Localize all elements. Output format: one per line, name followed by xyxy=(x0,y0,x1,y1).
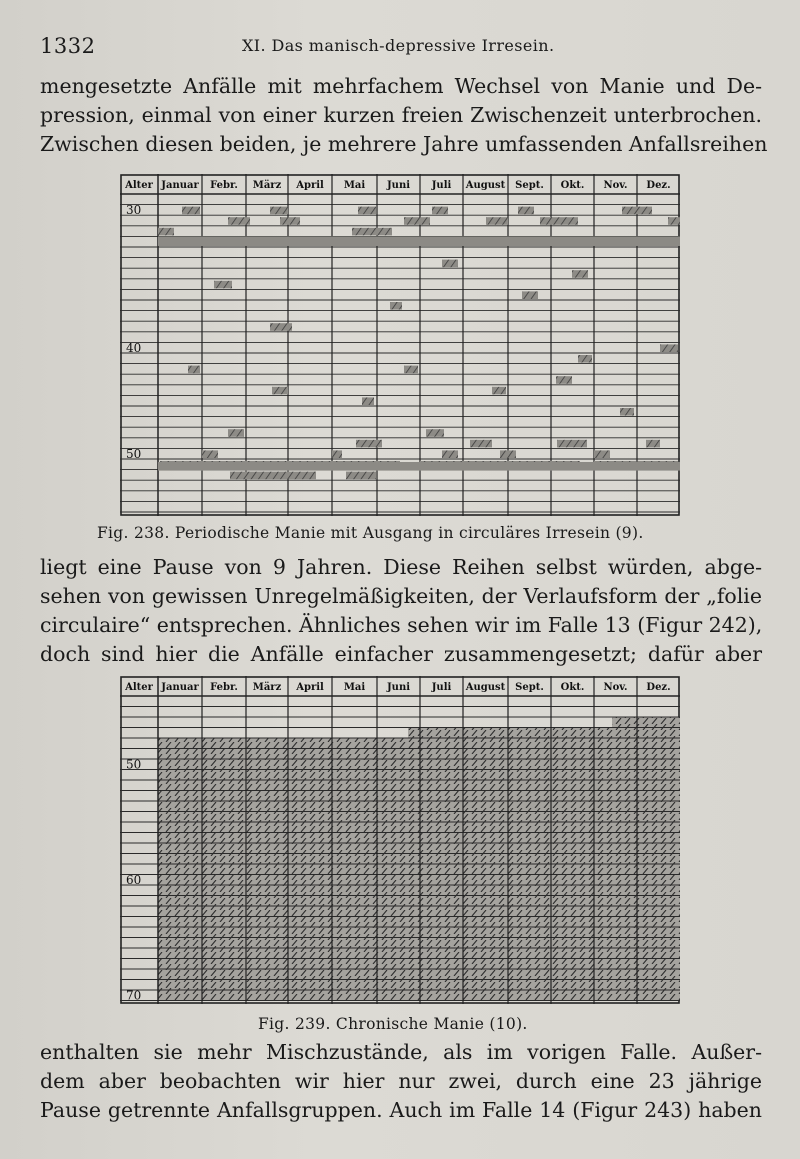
episode-mark xyxy=(272,387,288,395)
episode-marks xyxy=(158,207,680,480)
month-label: August xyxy=(465,682,506,693)
month-label: Alter xyxy=(125,180,153,191)
episode-mark xyxy=(612,717,680,728)
episode-mark xyxy=(660,344,678,352)
month-label: März xyxy=(252,180,282,191)
month-label: Febr. xyxy=(210,180,238,191)
episode-mark xyxy=(622,207,652,215)
episode-mark xyxy=(646,440,660,448)
age-labels xyxy=(126,758,141,1003)
episode-band xyxy=(158,236,680,246)
month-label: Sept. xyxy=(515,180,544,191)
month-label: April xyxy=(296,682,324,693)
episode-mark xyxy=(228,429,244,437)
episode-mark xyxy=(358,207,376,215)
month-label: Okt. xyxy=(560,682,585,693)
episode-mark xyxy=(214,281,232,289)
episode-mark xyxy=(228,217,250,225)
text-line: pression, einmal von einer kurzen freien Zwischenzeit unterbrochen. xyxy=(40,103,762,127)
text-line: enthalten sie mehr Mischzustände, als im vorigen Falle. Außer- xyxy=(40,1040,762,1064)
text-line: sehen von gewissen Unregelmäßigkeiten, der Verlaufsform der „folie xyxy=(40,584,762,608)
month-header-row xyxy=(120,682,680,696)
episode-mark xyxy=(620,408,634,416)
episode-mark xyxy=(540,217,578,225)
episode-mark xyxy=(486,217,508,225)
age-label: 30 xyxy=(126,203,142,218)
month-label: Mai xyxy=(343,682,366,693)
episode-mark xyxy=(470,440,492,448)
month-label: Sept. xyxy=(515,682,544,693)
episode-mark xyxy=(442,450,458,458)
paragraph-2 xyxy=(40,553,762,669)
month-label: Juli xyxy=(431,180,452,191)
episode-mark xyxy=(280,217,300,225)
episode-mark xyxy=(556,376,572,384)
episode-mark xyxy=(404,217,430,225)
text-line: Zwischen diesen beiden, je mehrere Jahre umfassenden Anfallsreihen xyxy=(40,132,768,156)
month-label: Febr. xyxy=(210,682,238,693)
episode-mark xyxy=(390,302,402,310)
episode-mark xyxy=(188,366,200,374)
episode-mark xyxy=(404,366,418,374)
month-label: Juli xyxy=(431,682,452,693)
age-label: 50 xyxy=(126,447,142,461)
month-label: Okt. xyxy=(560,180,585,191)
text-line: liegt eine Pause von 9 Jahren. Diese Reihen selbst würden, abge- xyxy=(40,555,762,579)
month-header-row xyxy=(120,180,680,194)
text-line: mengesetzte Anfälle mit mehrfachem Wechsel von Manie und De- xyxy=(40,74,762,98)
episode-mark xyxy=(270,207,288,215)
age-label: 60 xyxy=(126,873,142,887)
episode-mark xyxy=(356,440,382,448)
episode-mark xyxy=(408,728,680,739)
running-head xyxy=(40,34,760,58)
episode-mark xyxy=(362,397,374,405)
month-label: Alter xyxy=(125,682,153,693)
month-label: Nov. xyxy=(603,682,628,693)
episode-marks xyxy=(158,717,680,1000)
figure-238-caption: Fig. 238. Periodische Manie mit Ausgang in circuläres Irresein (9). xyxy=(97,524,644,542)
episode-mark xyxy=(578,355,592,363)
age-label: 50 xyxy=(126,757,142,772)
text-line: circulaire“ entsprechen. Ähnliches sehen wir im Falle 13 (Figur 242), xyxy=(40,613,763,637)
text-line: dem aber beobachten wir hier nur zwei, durch eine 23 jährige xyxy=(40,1069,762,1093)
text-line: Pause getrennte Anfallsgruppen. Auch im Falle 14 (Figur 243) haben xyxy=(40,1098,762,1122)
month-label: April xyxy=(296,180,324,191)
month-label: Januar xyxy=(161,682,199,693)
month-label: Juni xyxy=(386,682,411,693)
chronic-mania-area xyxy=(158,738,680,1000)
episode-mark xyxy=(182,207,200,215)
episode-mark xyxy=(346,472,376,480)
episode-mark xyxy=(442,260,458,268)
episode-mark xyxy=(202,450,218,458)
episode-mark xyxy=(332,450,342,458)
figure-239-caption: Fig. 239. Chronische Manie (10). xyxy=(258,1015,528,1033)
page-number: 1332 xyxy=(40,34,96,58)
month-label: Dez. xyxy=(646,682,671,693)
episode-mark xyxy=(557,440,587,448)
episode-band xyxy=(158,462,680,471)
figure-239-chart xyxy=(120,676,682,1006)
figure-238-chart xyxy=(120,174,682,518)
month-label: Juni xyxy=(386,180,411,191)
episode-mark xyxy=(572,270,588,278)
age-label: 70 xyxy=(126,988,142,1003)
paragraph-1 xyxy=(40,72,768,159)
chapter-title: XI. Das manisch-depressive Irresein. xyxy=(242,36,555,55)
episode-mark xyxy=(492,387,506,395)
episode-mark xyxy=(426,429,444,437)
month-label: Dez. xyxy=(646,180,671,191)
paragraph-3 xyxy=(40,1038,762,1125)
episode-mark xyxy=(668,217,680,225)
episode-mark xyxy=(432,207,448,215)
age-label: 40 xyxy=(126,341,142,355)
episode-mark xyxy=(352,228,392,236)
episode-mark xyxy=(270,323,292,331)
month-label: Nov. xyxy=(603,180,628,191)
episode-mark xyxy=(158,228,174,236)
text-line: doch sind hier die Anfälle einfacher zusammengesetzt; dafür aber xyxy=(40,642,762,666)
month-label: März xyxy=(252,682,282,693)
month-label: Januar xyxy=(161,180,199,191)
month-label: August xyxy=(465,180,506,191)
episode-mark xyxy=(522,291,538,299)
episode-mark xyxy=(518,207,534,215)
episode-mark xyxy=(500,450,516,458)
month-label: Mai xyxy=(343,180,366,191)
episode-mark xyxy=(594,450,610,458)
episode-mark xyxy=(230,472,316,480)
